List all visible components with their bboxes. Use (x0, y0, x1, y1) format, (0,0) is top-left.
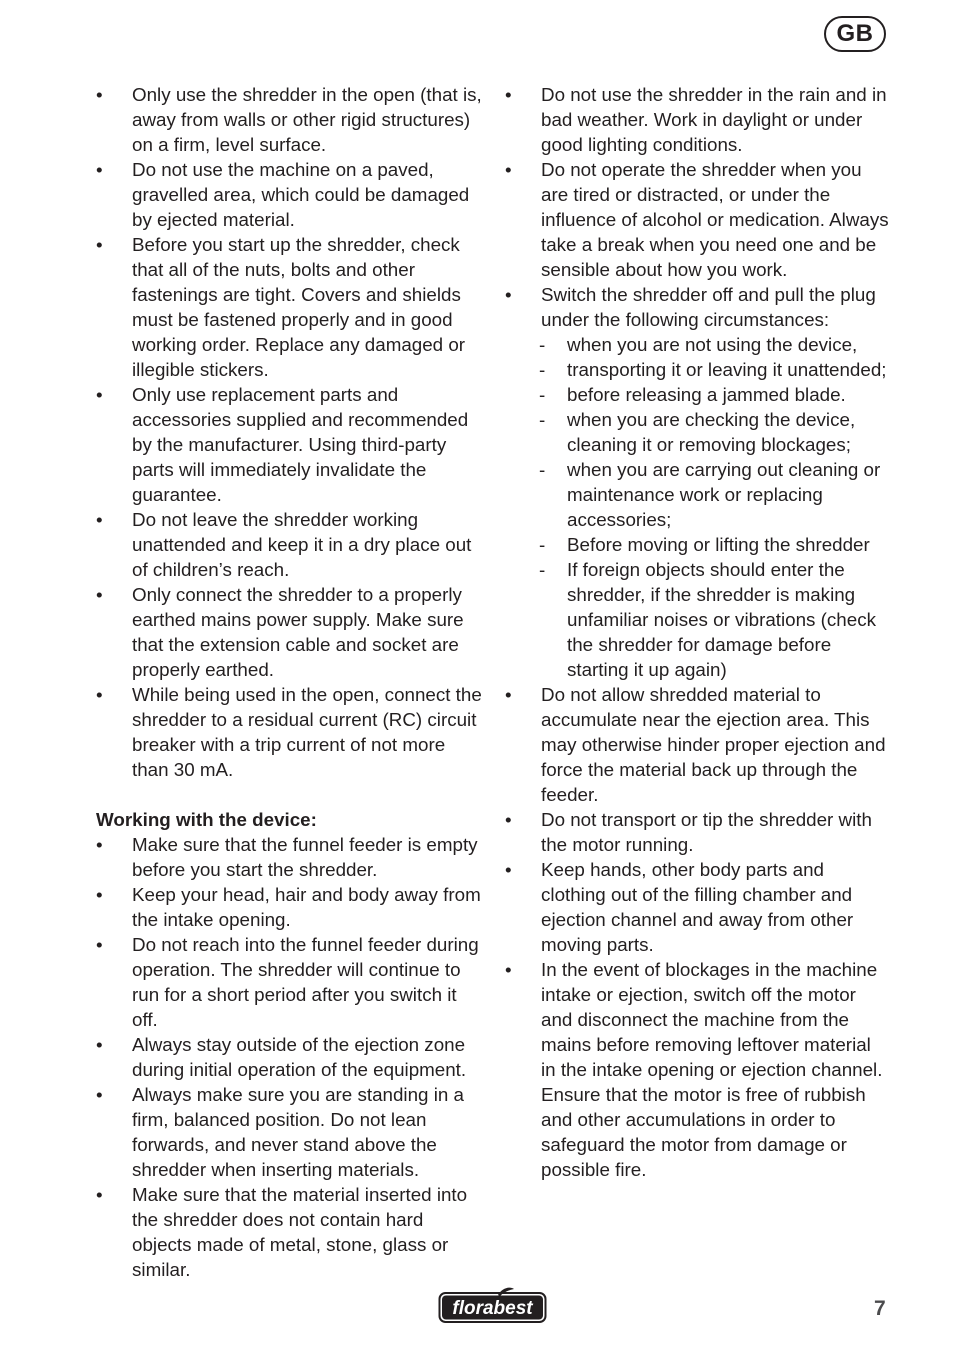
bullet-mark: • (96, 584, 103, 605)
bullet-mark: • (96, 159, 103, 180)
list-item-text: Do not operate the shredder when you are tired or distracted, or under the influence of alcohol or medication. Always take a break when you need one and be sensible about how you work. (541, 159, 889, 280)
list-item (505, 682, 890, 807)
sub-list-item-text: when you are not using the device, (567, 334, 858, 355)
list-item (505, 82, 890, 157)
bullet-mark: • (505, 159, 512, 180)
bullet-mark: • (505, 684, 512, 705)
dash-mark: - (539, 334, 546, 355)
list-item-text: Make sure that the funnel feeder is empty before you start the shredder. (132, 834, 478, 880)
list-item (96, 507, 482, 582)
list-item-text: Only use the shredder in the open (that is, away from walls or other rigid structures) on a firm, level surface. (132, 84, 482, 155)
list-item-text: Always make sure you are standing in a firm, balanced position. Do not lean forwards, and never stand above the shredder when inserting materials. (132, 1084, 464, 1180)
sub-list-item (505, 357, 890, 382)
sub-list-item-text: transporting it or leaving it unattended; (567, 359, 887, 380)
list-item-text: Keep your head, hair and body away from the intake opening. (132, 884, 481, 930)
list-item-text: Do not reach into the funnel feeder during operation. The shredder will continue to run for a short period after you switch it off. (132, 934, 479, 1030)
bullet-mark: • (96, 234, 103, 255)
list-item-text: Only connect the shredder to a properly earthed mains power supply. Make sure that the extension cable and socket are properly earthed. (132, 584, 464, 680)
list-item-text: Do not use the shredder in the rain and in bad weather. Work in daylight or under good lighting conditions. (541, 84, 887, 155)
bullet-mark: • (505, 809, 512, 830)
bullet-mark: • (96, 509, 103, 530)
language-badge: GB (824, 16, 886, 52)
florabest-logo-graphic (438, 1286, 547, 1324)
list-item (96, 82, 482, 157)
right-column (505, 82, 890, 1182)
list-item-text: Always stay outside of the ejection zone during initial operation of the equipment. (132, 1034, 467, 1080)
list-item-text: Keep hands, other body parts and clothing out of the filling chamber and ejection channel and away from other moving parts. (541, 859, 854, 955)
bullet-mark: • (505, 959, 512, 980)
dash-mark: - (539, 359, 546, 380)
dash-mark: - (539, 409, 546, 430)
sub-list-item-text: when you are carrying out cleaning or maintenance work or replacing accessories; (567, 459, 881, 530)
list-item (505, 857, 890, 957)
sub-list-item (505, 332, 890, 357)
bullet-mark: • (96, 84, 103, 105)
list-item-text: Before you start up the shredder, check that all of the nuts, bolts and other fastenings are tight. Covers and shields must be fastened properly and in good working order. Replace any damaged or illegible stickers. (132, 234, 466, 380)
bullet-mark: • (96, 884, 103, 905)
left-column (96, 82, 482, 1282)
sub-list-item-text: Before moving or lifting the shredder (567, 534, 870, 555)
list-item (96, 157, 482, 232)
list-item-text: Only use replacement parts and accessories supplied and recommended by the manufacturer. Using third-party parts will immediately invalidate the guarantee. (132, 384, 469, 505)
bullet-mark: • (96, 384, 103, 405)
bullet-mark: • (96, 684, 103, 705)
bullet-mark: • (505, 859, 512, 880)
list-item (96, 1082, 482, 1182)
list-item-text: Switch the shredder off and pull the plug under the following circumstances: (541, 284, 876, 330)
dash-mark: - (539, 384, 546, 405)
list-item (96, 382, 482, 507)
list-item (96, 1182, 482, 1282)
dash-mark: - (539, 534, 546, 555)
list-item-text: Do not leave the shredder working unattended and keep it in a dry place out of children’s reach. (132, 509, 472, 580)
sub-list-item (505, 407, 890, 457)
sub-list-item-text: If foreign objects should enter the shredder, if the shredder is making unfamiliar noises or vibrations (check the shredder for damage before starting it up again) (567, 559, 876, 680)
page-number: 7 (874, 1297, 886, 1320)
list-item-text: While being used in the open, connect the shredder to a residual current (RC) circuit breaker with a trip current of not more than 30 mA. (132, 684, 482, 780)
list-item (96, 582, 482, 682)
list-item (505, 282, 890, 332)
sub-list-item (505, 532, 890, 557)
bullet-mark: • (96, 1184, 103, 1205)
dash-mark: - (539, 559, 546, 580)
bullet-mark: • (96, 834, 103, 855)
sub-list-item (505, 457, 890, 532)
florabest-logo (438, 1286, 547, 1324)
sub-list-item-text: before releasing a jammed blade. (567, 384, 846, 405)
dash-mark: - (539, 459, 546, 480)
list-item (96, 682, 482, 782)
list-item (96, 932, 482, 1032)
bullet-mark: • (505, 284, 512, 305)
list-item (96, 232, 482, 382)
bullet-mark: • (96, 934, 103, 955)
list-item (96, 882, 482, 932)
sub-list-item (505, 382, 890, 407)
list-item-text: In the event of blockages in the machine intake or ejection, switch off the motor and disconnect the machine from the mains before removing leftover material in the intake opening or ejection channel. Ensure that the motor is free of rubbish and other accumulations in order to safeguard the motor from damage or possible fire. (541, 959, 883, 1180)
logo-text: florabest (452, 1298, 533, 1319)
list-item (505, 957, 890, 1182)
bullet-mark: • (96, 1084, 103, 1105)
list-item-text: Do not transport or tip the shredder with the motor running. (541, 809, 872, 855)
list-item (96, 1032, 482, 1082)
list-item-text: Do not use the machine on a paved, gravelled area, which could be damaged by ejected material. (132, 159, 470, 230)
bullet-mark: • (96, 1034, 103, 1055)
sub-list-item-text: when you are checking the device, cleaning it or removing blockages; (567, 409, 856, 455)
list-item-text: Make sure that the material inserted into the shredder does not contain hard objects made of metal, stone, glass or similar. (132, 1184, 468, 1280)
paragraph-spacer (96, 782, 482, 807)
section-heading: Working with the device: (96, 809, 317, 830)
sub-list-item (505, 557, 890, 682)
list-item (96, 832, 482, 882)
list-item (505, 807, 890, 857)
list-item (505, 157, 890, 282)
list-item-text: Do not allow shredded material to accumulate near the ejection area. This may otherwise hinder proper ejection and force the material back up through the feeder. (541, 684, 886, 805)
bullet-mark: • (505, 84, 512, 105)
